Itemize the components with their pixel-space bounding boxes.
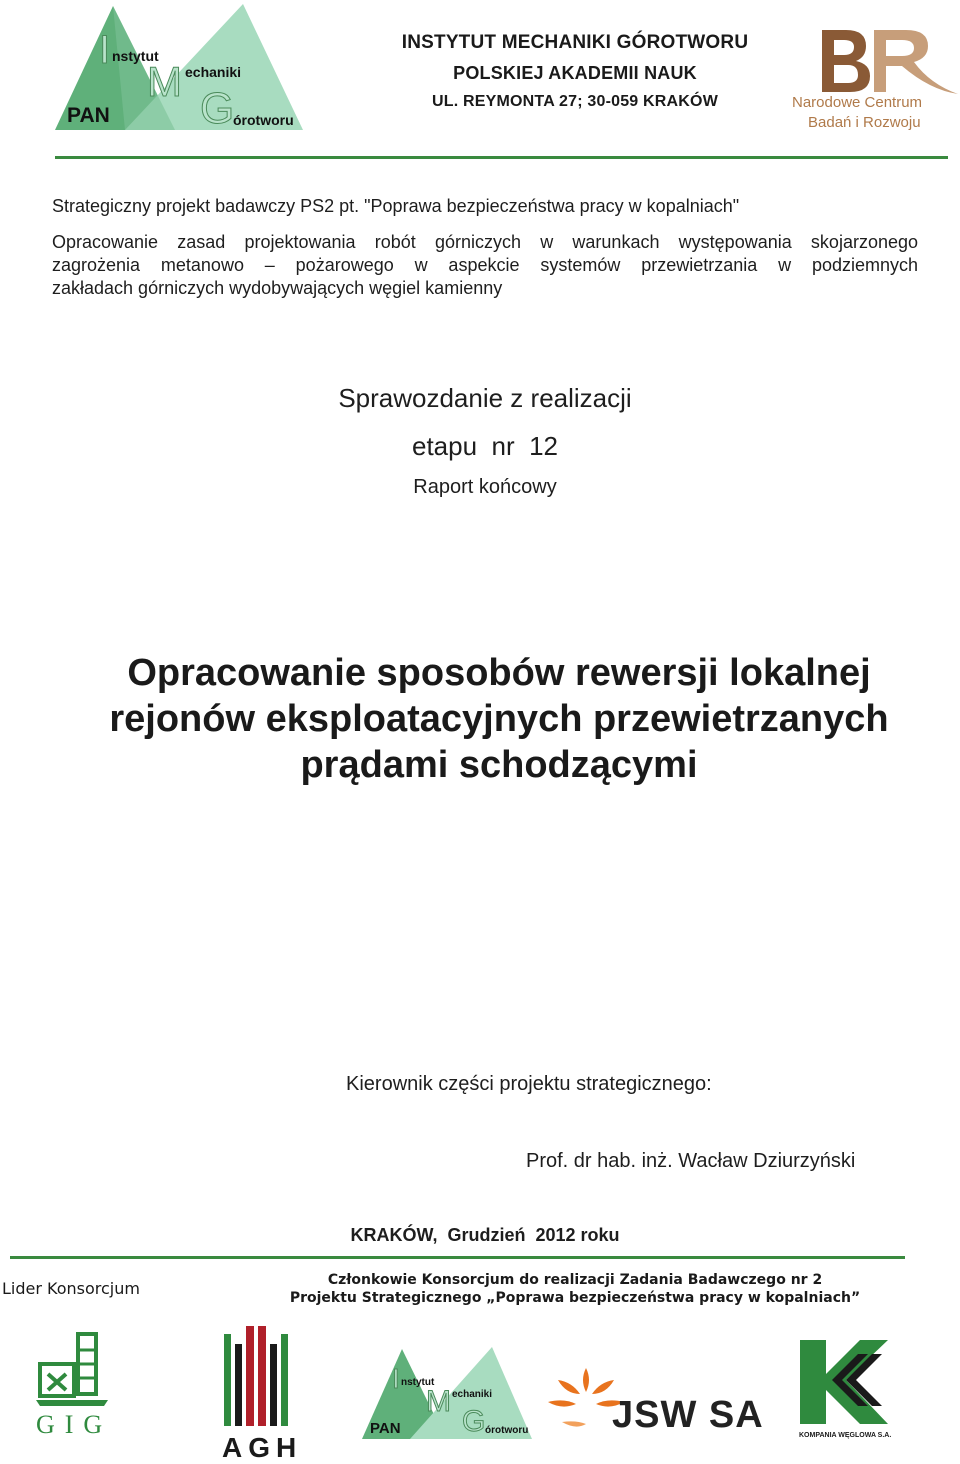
gig-text: GIG xyxy=(36,1410,113,1439)
jsw-text: JSW SA xyxy=(612,1394,764,1436)
project-topic xyxy=(52,231,918,300)
consortium-leader-label: Lider Konsorcjum xyxy=(2,1279,140,1298)
agh-logo xyxy=(222,1324,302,1464)
logo-pan: PAN xyxy=(67,104,110,127)
small-logo-word-g: órotworu xyxy=(485,1425,529,1436)
ncbr-logo xyxy=(790,24,960,134)
institute-address: UL. REYMONTA 27; 30-059 KRAKÓW xyxy=(431,93,719,110)
main-title-line-1: Opracowanie sposobów rewersji lokalnej xyxy=(127,652,871,694)
institute-block xyxy=(360,28,790,116)
consortium-members-line-2: Projektu Strategicznego „Poprawa bezpieczeństwa pracy w kopalniach” xyxy=(289,1290,861,1306)
jsw-logo xyxy=(546,1362,764,1442)
imgpan-logo-small xyxy=(362,1345,534,1440)
small-logo-letter-g: G xyxy=(462,1405,486,1438)
logo-word-m: echaniki xyxy=(185,64,242,80)
topic-line-2: zagrożenia metanowo – pożarowego w aspekcie systemów przewietrzania w podziemnych xyxy=(52,255,918,275)
imgpan-logo xyxy=(55,2,305,132)
report-stage: etapu nr 12 xyxy=(412,431,558,461)
logo-letter-g: G xyxy=(200,84,235,133)
small-logo-word-i: nstytut xyxy=(401,1377,435,1388)
kw-text: KOMPANIA WĘGLOWA S.A. xyxy=(799,1432,892,1439)
institute-name: INSTYTUT MECHANIKI GÓROTWORU xyxy=(401,32,749,53)
report-heading: Sprawozdanie z realizacji xyxy=(338,383,632,413)
main-title-line-2: rejonów eksploatacyjnych przewietrzanych xyxy=(109,698,889,740)
topic-line-3: zakładach górniczych wydobywających węgiel kamienny xyxy=(52,278,503,298)
small-logo-pan: PAN xyxy=(370,1420,401,1437)
gig-logo xyxy=(34,1330,114,1440)
manager-label: Kierownik części projektu strategicznego: xyxy=(346,1073,712,1095)
logo-letter-m: M xyxy=(147,58,182,105)
footer-divider xyxy=(10,1256,905,1259)
consortium-members xyxy=(270,1271,880,1307)
logo-letter-i: I xyxy=(99,28,111,72)
ncbr-line2: Badań i Rozwoju xyxy=(808,114,921,131)
agh-text: AGH xyxy=(222,1432,303,1463)
topic-line-1: Opracowanie zasad projektowania robót górniczych w warunkach występowania skojarzonego xyxy=(52,232,918,252)
main-title-line-3: prądami schodzącymi xyxy=(300,744,698,786)
ncbr-line1: Narodowe Centrum xyxy=(792,94,923,111)
logo-word-i: nstytut xyxy=(112,48,159,64)
consortium-members-line-1: Członkowie Konsorcjum do realizacji Zadania Badawczego nr 2 xyxy=(327,1272,823,1288)
place-date: KRAKÓW, Grudzień 2012 roku xyxy=(350,1225,620,1245)
project-title: Strategiczny projekt badawczy PS2 pt. "Poprawa bezpieczeństwa pracy w kopalniach" xyxy=(52,196,740,216)
institute-academy: POLSKIEJ AKADEMII NAUK xyxy=(453,63,697,83)
manager-name: Prof. dr hab. inż. Wacław Dziurzyński xyxy=(526,1150,856,1172)
report-subtitle: Raport końcowy xyxy=(413,476,557,498)
small-logo-word-m: echaniki xyxy=(452,1389,493,1400)
kw-logo xyxy=(796,1334,892,1446)
small-logo-letter-i: I xyxy=(392,1363,400,1394)
logo-word-g: órotworu xyxy=(233,112,294,128)
header-divider xyxy=(55,156,948,159)
small-logo-letter-m: M xyxy=(426,1385,451,1418)
main-title xyxy=(0,650,960,788)
